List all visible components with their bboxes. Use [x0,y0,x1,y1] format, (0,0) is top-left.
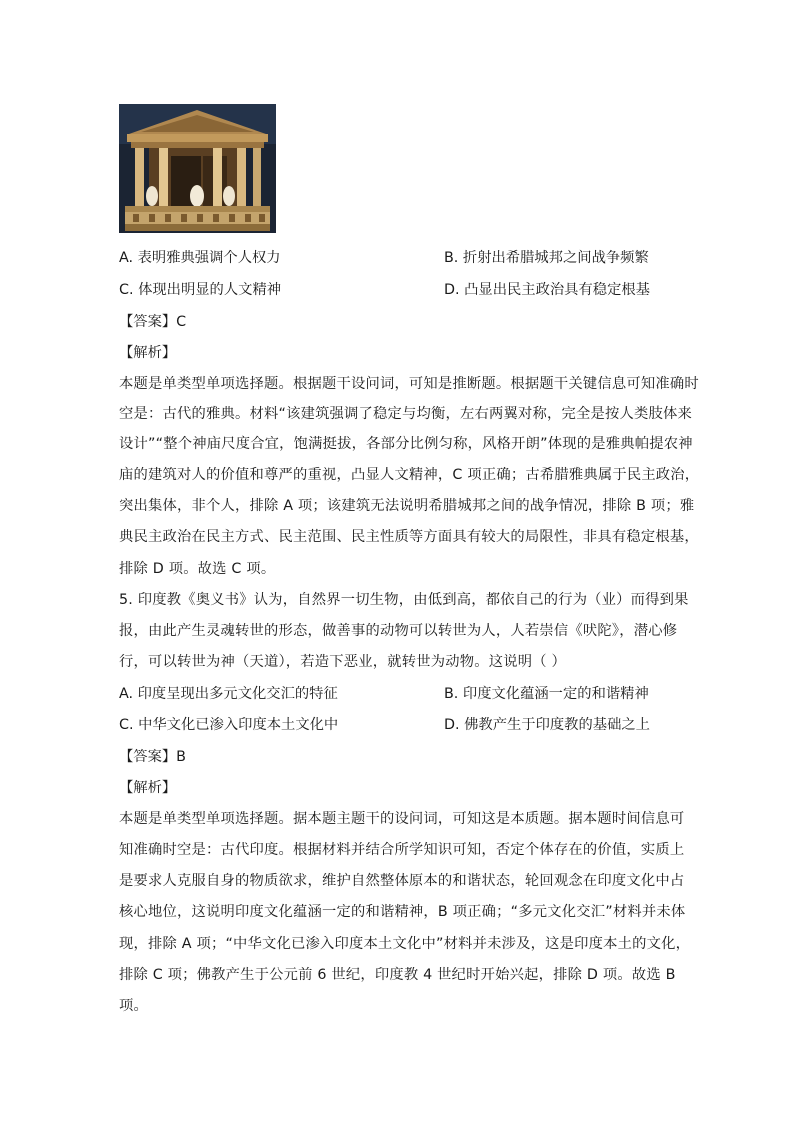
q5-analysis-line: 排除 C 项；佛教产生于公元前 6 世纪，印度教 4 世纪时开始兴起，排除 D 项。故选 B [119,967,676,983]
q5-analysis-line: 核心地位，这说明印度文化蕴涵一定的和谐精神，B 项正确；“多元文化交汇”材料并未体 [119,904,686,920]
q4-analysis-line: 典民主政治在民主方式、民主范围、民主性质等方面具有较大的局限性，非具有稳定根基， [119,529,699,545]
q4-analysis-line: 庙的建筑对人的价值和尊严的重视，凸显人文精神，C 项正确；古希腊雅典属于民主政治， [119,467,700,483]
q5-stem-line: 行，可以转世为神（天道），若造下恶业，就转世为动物。这说明（ ） [119,654,566,670]
q4-option-b: B. 折射出希腊城邦之间战争频繁 [444,250,649,266]
q5-option-a: A. 印度呈现出多元文化交汇的特征 [119,686,338,702]
q5-analysis-line: 现，排除 A 项；“中华文化已渗入印度本土文化中”材料并未涉及，这是印度本土的文化， [119,936,691,952]
q5-analysis-line: 本题是单类型单项选择题。据本题主题干的设问词，可知这是本质题。据本题时间信息可 [119,811,685,827]
q5-option-b: B. 印度文化蕴涵一定的和谐精神 [444,686,649,702]
q5-analysis-tag: 【解析】 [119,780,177,796]
q5-option-c: C. 中华文化已渗入印度本土文化中 [119,717,339,733]
q5-analysis-line: 是要求人克服自身的物质欲求，维护自然整体原本的和谐状态，轮回观念在印度文化中占 [119,873,685,889]
q4-option-a: A. 表明雅典强调个人权力 [119,250,281,266]
q4-analysis-tag: 【解析】 [119,345,177,361]
q5-stem-line: 5. 印度教《奥义书》认为，自然界一切生物，由低到高，都依自己的行为（业）而得到果 [119,592,689,608]
q5-stem-line: 报，由此产生灵魂转世的形态，做善事的动物可以转世为人，人若崇信《吠陀》，潜心修 [119,623,678,639]
q5-analysis-line: 知准确时空是：古代印度。根据材料并结合所学知识可知，否定个体存在的价值，实质上 [119,842,685,858]
q5-analysis-line: 项。 [119,998,148,1014]
q4-analysis-line: 排除 D 项。故选 C 项。 [119,561,276,577]
q5-option-d: D. 佛教产生于印度教的基础之上 [444,717,650,733]
q4-analysis-line: 突出集体，非个人，排除 A 项；该建筑无法说明希腊城邦之间的战争情况，排除 B 项；雅 [119,498,695,514]
q5-answer: 【答案】B [119,749,186,765]
q4-option-d: D. 凸显出民主政治具有稳定根基 [444,282,650,298]
q4-analysis-line: 空是：古代的雅典。材料“该建筑强调了稳定与均衡，左右两翼对称，完全是按人类肢体来 [119,406,692,422]
q4-option-c: C. 体现出明显的人文精神 [119,282,282,298]
q4-analysis-line: 设计”“整个神庙尺度合宜，饱满挺拔，各部分比例匀称，风格开朗”体现的是雅典帕提农神 [119,436,693,452]
greek-temple-photo [119,104,276,233]
q4-answer: 【答案】C [119,314,187,330]
q4-analysis-line: 本题是单类型单项选择题。根据题干设问词，可知是推断题。根据题干关键信息可知准确时 [119,376,699,392]
